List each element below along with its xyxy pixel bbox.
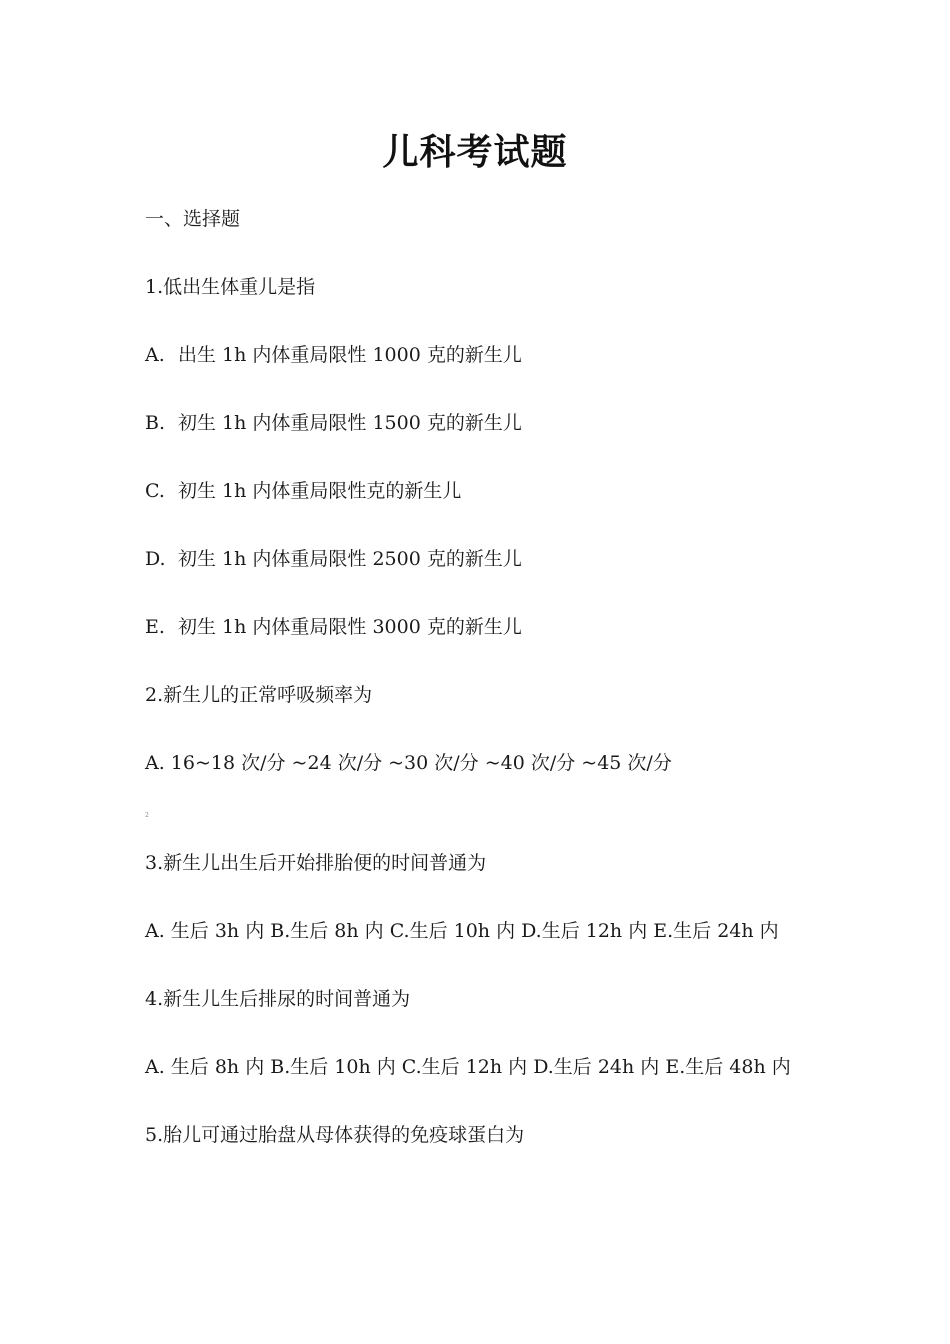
option-text: 初生 1h 内体重局限性 3000 克的新生儿 (178, 616, 522, 638)
option-letter: B. (145, 412, 166, 434)
section-heading: 一、选择题 (145, 208, 241, 230)
option-letter: E. (145, 616, 165, 638)
question-1-option-b (145, 411, 522, 435)
question-1-option-e (145, 615, 522, 639)
option-text: 出生 1h 内体重局限性 1000 克的新生儿 (178, 344, 522, 366)
stray-mark: 2 (145, 812, 149, 819)
question-1-option-c (145, 479, 461, 503)
option-text: 初生 1h 内体重局限性 1500 克的新生儿 (178, 412, 522, 434)
question-3-stem: 3.新生儿出生后开始排胎便的时间普通为 (145, 852, 487, 874)
option-text: 初生 1h 内体重局限性 2500 克的新生儿 (178, 548, 522, 570)
option-letter: C. (145, 480, 165, 502)
question-3-options: A. 生后 3h 内 B.生后 8h 内 C.生后 10h 内 D.生后 12h 内 E.生后 24h 内 (145, 920, 779, 942)
option-text: 初生 1h 内体重局限性克的新生儿 (178, 480, 462, 502)
question-4-stem: 4.新生儿生后排尿的时间普通为 (145, 988, 411, 1010)
question-2-stem: 2.新生儿的正常呼吸频率为 (145, 684, 373, 706)
option-letter: A. (145, 344, 165, 366)
question-4-options: A. 生后 8h 内 B.生后 10h 内 C.生后 12h 内 D.生后 24h 内 E.生后 48h 内 (145, 1056, 791, 1078)
option-letter: D. (145, 548, 166, 570)
page-title: 儿科考试题 (382, 131, 568, 173)
question-1-stem: 1.低出生体重儿是指 (145, 276, 316, 298)
question-5-stem: 5.胎儿可通过胎盘从母体获得的免疫球蛋白为 (145, 1124, 525, 1146)
question-1-option-d (145, 547, 522, 571)
question-2-options: A. 16~18 次/分 ~24 次/分 ~30 次/分 ~40 次/分 ~45 次/分 (145, 752, 672, 774)
question-1-option-a (145, 343, 522, 367)
